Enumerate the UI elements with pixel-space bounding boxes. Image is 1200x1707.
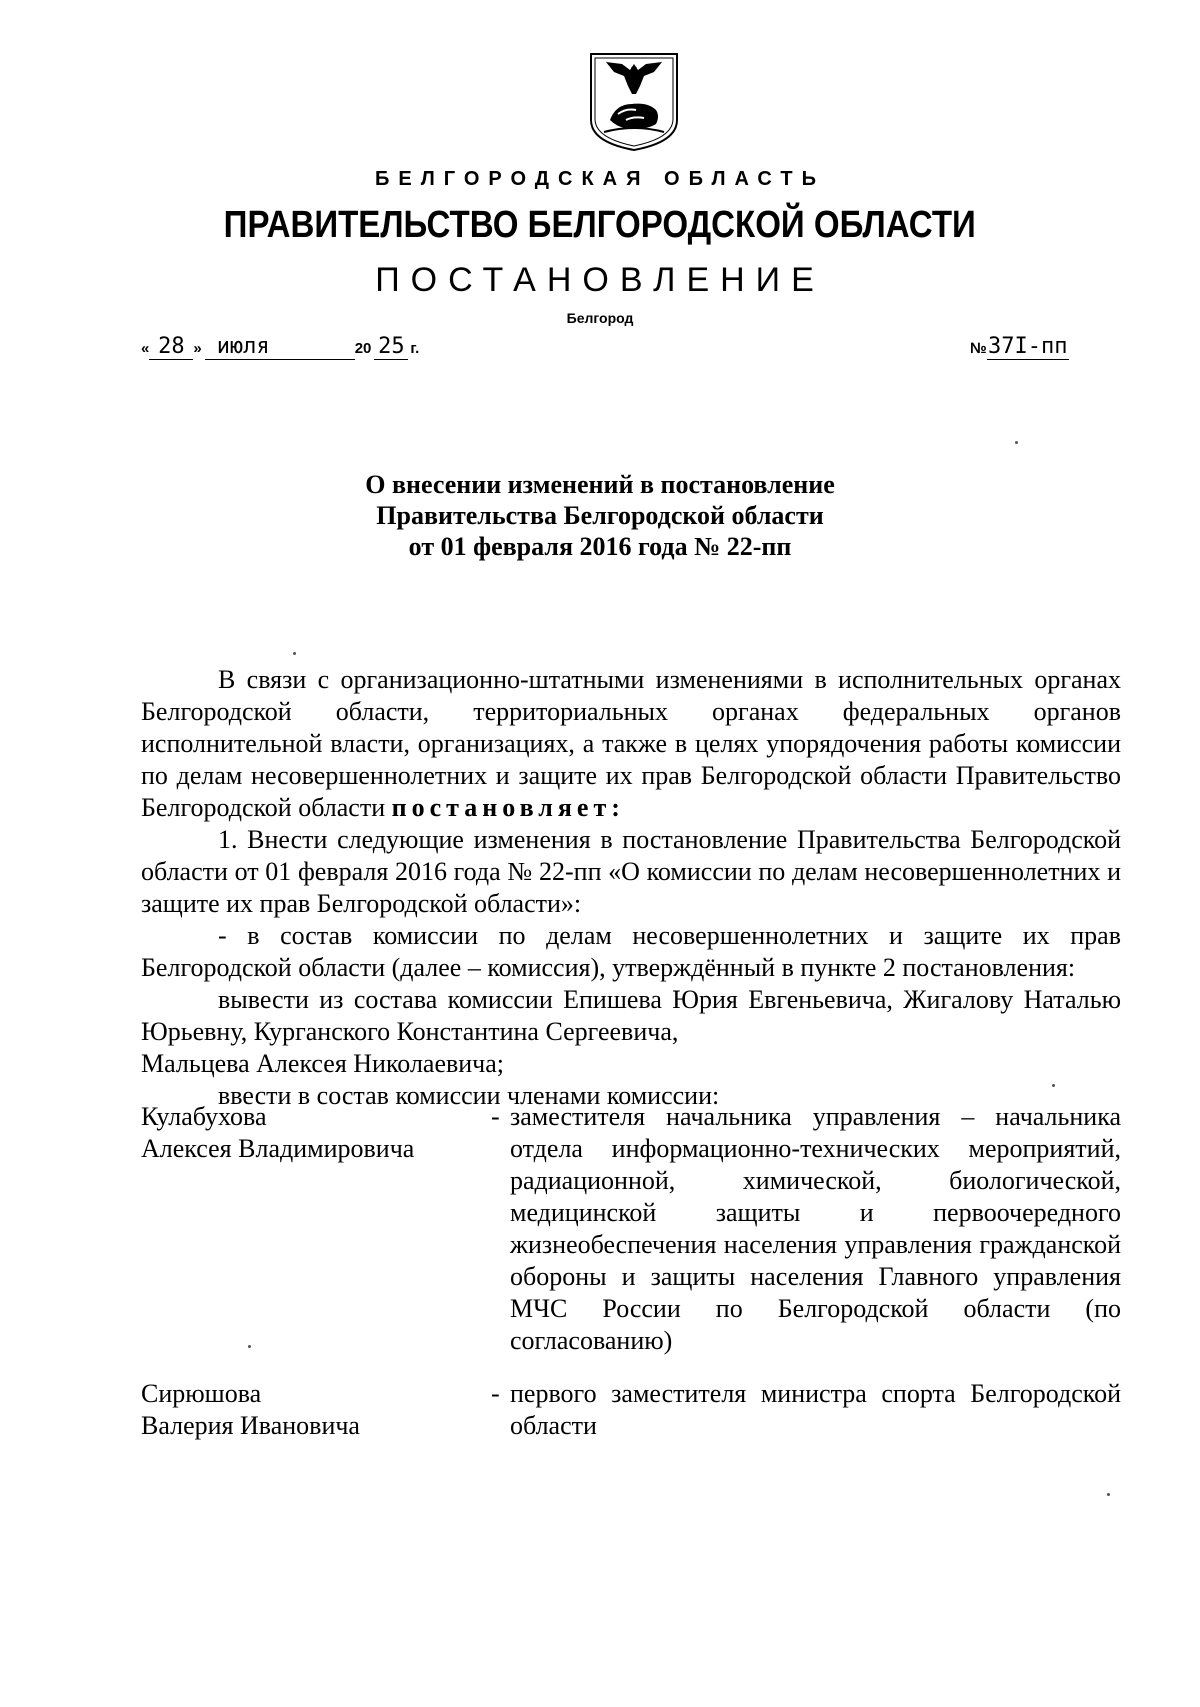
document-subject — [0, 469, 1200, 562]
subject-line-3: от 01 февраля 2016 года № 22-пп — [408, 532, 792, 561]
document-type: ПОСТАНОВЛЕНИЕ — [375, 261, 825, 299]
add-members-paragraph: ввести в состав комиссии членами комиссии: — [218, 1081, 720, 1110]
member-given-names: Валерия Ивановича — [141, 1411, 360, 1440]
preamble-paragraph — [141, 664, 1121, 824]
region-title: БЕЛГОРОДСКАЯ ОБЛАСТЬ — [375, 168, 825, 190]
remove-members-paragraph: вывести из состава комиссии Епишева Юрия Евгеньевича, Жигалову Наталью Юрьевну, Курганского Константина Сергеевича, — [141, 985, 1121, 1046]
member-name — [141, 1101, 461, 1165]
member-role: первого заместителя министра спорта Белгородской области — [510, 1379, 1121, 1440]
document-date — [141, 335, 419, 360]
number-label: № — [970, 340, 987, 357]
date-month: июля — [205, 335, 355, 360]
date-year-mark: г. — [410, 340, 420, 357]
member-name — [141, 1378, 461, 1442]
scan-speck — [293, 652, 296, 655]
member-dash: - — [491, 1102, 500, 1131]
document-body — [141, 664, 1121, 1112]
date-year-prefix: 20 — [354, 340, 372, 357]
preamble-text: В связи с организационно-штатными изменениями в исполнительных органах Белгородской области, территориальных органах федеральных органов исполнительной власти, организациях, а также в целях упорядочения работы комиссии по делам несовершеннолетних и защите их прав Белгородской области Правительство Белгородской области — [141, 665, 1121, 822]
member-surname: Сирюшова — [141, 1379, 262, 1408]
resolves-word: постановляет: — [391, 793, 625, 822]
scan-speck — [1015, 441, 1018, 444]
item-1-paragraph: 1. Внести следующие изменения в постановление Правительства Белгородской области от 01 февраля 2016 года № 22-пп «О комиссии по делам несовершеннолетних и защите их прав Белгородской области»: — [141, 825, 1121, 918]
scan-speck — [1107, 1493, 1110, 1496]
remove-members-last-line: Мальцева Алексея Николаевича; — [141, 1049, 505, 1078]
scan-speck — [1052, 1084, 1055, 1087]
coat-of-arms-icon — [586, 50, 682, 152]
member-surname: Кулабухова — [141, 1102, 267, 1131]
government-title: ПРАВИТЕЛЬСТВО БЕЛГОРОДСКОЙ ОБЛАСТИ — [223, 204, 976, 246]
subject-line-2: Правительства Белгородской области — [376, 501, 824, 530]
scan-speck — [248, 1345, 251, 1348]
date-close-quote: » — [193, 340, 202, 357]
subject-line-1: О внесении изменений в постановление — [365, 470, 835, 499]
number-value: 37I-пп — [987, 334, 1068, 359]
date-open-quote: « — [141, 340, 150, 357]
member-dash: - — [491, 1379, 500, 1408]
sub-item-paragraph: - в состав комиссии по делам несовершеннолетних и защите их прав Белгородской области (далее – комиссия), утверждённый в пункте 2 постановления: — [141, 921, 1121, 982]
city-label: Белгород — [566, 310, 634, 326]
member-given-names: Алексея Владимировича — [141, 1134, 415, 1163]
document-number — [970, 335, 1069, 360]
date-year: 25 — [374, 335, 408, 360]
member-role: заместителя начальника управления – начальника отдела информационно-технических мероприятий, радиационной, химической, биологической, медицинской защиты и первоочередного жизнеобеспечения населения управления гражданской обороны и защиты населения Главного управления МЧС России по Белгородской области (по согласованию) — [510, 1102, 1121, 1355]
date-day: 28 — [149, 335, 193, 360]
